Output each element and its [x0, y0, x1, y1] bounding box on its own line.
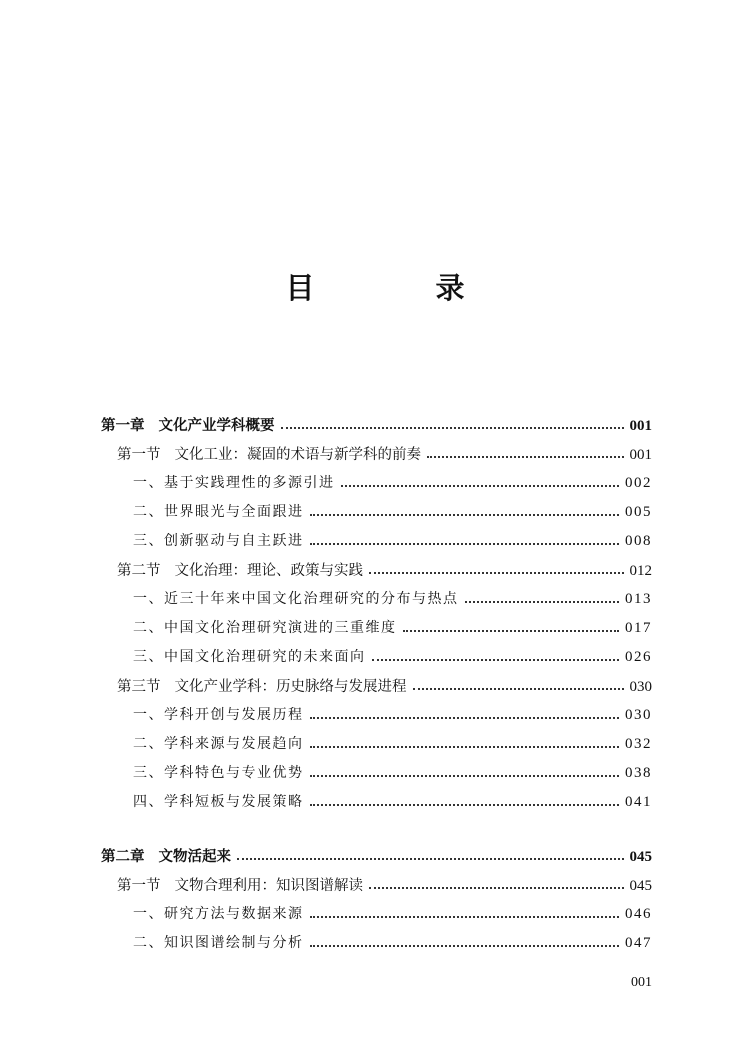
toc-item-row[interactable]: [133, 472, 652, 494]
item-title: 二、中国文化治理研究演进的三重维度: [133, 620, 397, 636]
chapter-title: 文化产业学科概要: [158, 418, 275, 434]
page-number: 045: [629, 849, 652, 865]
toc-section-row[interactable]: [117, 559, 652, 581]
toc-section-row[interactable]: [117, 443, 652, 465]
toc-entry-label: [101, 845, 231, 866]
page-number: 001: [629, 418, 652, 434]
dot-leader: [369, 887, 624, 889]
toc-section-row[interactable]: [117, 675, 652, 697]
item-title: 二、学科来源与发展趋向: [133, 736, 304, 752]
dot-leader: [413, 688, 624, 690]
dot-leader: [310, 945, 620, 947]
section-title: 文物合理利用：知识图谱解读: [174, 878, 363, 894]
toc-chapter-row[interactable]: [101, 414, 652, 436]
toc-item-row[interactable]: [133, 932, 652, 954]
dot-leader: [237, 858, 624, 860]
toc-item-row[interactable]: [133, 588, 652, 610]
toc-entry-label: [117, 559, 363, 580]
dot-leader: [427, 456, 624, 458]
item-title: 一、基于实践理性的多源引进: [133, 475, 335, 491]
dot-leader: [310, 514, 620, 516]
item-title: 三、中国文化治理研究的未来面向: [133, 649, 366, 665]
chapter-title: 文物活起来: [158, 849, 231, 865]
toc-entry-label: [117, 443, 421, 464]
page-number: 046: [625, 906, 652, 922]
chapter-number: 第二章: [101, 849, 145, 865]
section-title: 文化产业学科：历史脉络与发展进程: [174, 679, 407, 695]
page-number: 026: [625, 649, 652, 665]
page-number: 041: [625, 794, 652, 810]
dot-leader: [310, 746, 620, 748]
page-number: 030: [625, 707, 652, 723]
toc-section-row[interactable]: [117, 874, 652, 896]
item-title: 三、学科特色与专业优势: [133, 765, 304, 781]
toc-entry-label: [117, 675, 407, 696]
item-title: 一、研究方法与数据来源: [133, 906, 304, 922]
page-title: 目 录: [285, 271, 511, 305]
page-number: 045: [629, 878, 652, 894]
dot-leader: [310, 543, 620, 545]
section-title: 文化工业：凝固的术语与新学科的前奏: [174, 447, 421, 463]
item-title: 二、世界眼光与全面跟进: [133, 504, 304, 520]
section-number: 第一节: [117, 878, 161, 894]
chapter-number: 第一章: [101, 418, 145, 434]
page-number: 012: [629, 563, 652, 579]
page-number: 008: [625, 533, 652, 549]
section-number: 第二节: [117, 563, 161, 579]
dot-leader: [281, 427, 624, 429]
dot-leader: [341, 485, 620, 487]
item-title: 一、近三十年来中国文化治理研究的分布与热点: [133, 591, 459, 607]
toc-entry-label: [117, 874, 363, 895]
toc-item-row[interactable]: [133, 733, 652, 755]
page-number: 001: [629, 447, 652, 463]
dot-leader: [310, 916, 620, 918]
page-number: 030: [629, 679, 652, 695]
item-title: 四、学科短板与发展策略: [133, 794, 304, 810]
item-title: 二、知识图谱绘制与分析: [133, 935, 304, 951]
page-number: 013: [625, 591, 652, 607]
page-number: 017: [625, 620, 652, 636]
toc-item-row[interactable]: [133, 704, 652, 726]
dot-leader: [403, 630, 620, 632]
toc-item-row[interactable]: [133, 617, 652, 639]
toc-item-row[interactable]: [133, 903, 652, 925]
page-folio: 001: [631, 975, 652, 990]
dot-leader: [465, 601, 620, 603]
toc-item-row[interactable]: [133, 501, 652, 523]
toc-item-row[interactable]: [133, 646, 652, 668]
page-number: 047: [625, 935, 652, 951]
item-title: 三、创新驱动与自主跃进: [133, 533, 304, 549]
toc-item-row[interactable]: [133, 762, 652, 784]
page-number: 032: [625, 736, 652, 752]
section-number: 第一节: [117, 447, 161, 463]
dot-leader: [310, 804, 620, 806]
section-number: 第三节: [117, 679, 161, 695]
dot-leader: [369, 572, 624, 574]
page-number: 005: [625, 504, 652, 520]
dot-leader: [372, 659, 620, 661]
toc-chapter-row[interactable]: [101, 845, 652, 867]
page-number: 038: [625, 765, 652, 781]
item-title: 一、学科开创与发展历程: [133, 707, 304, 723]
dot-leader: [310, 775, 620, 777]
toc-entry-label: [101, 414, 275, 435]
toc-item-row[interactable]: [133, 530, 652, 552]
section-title: 文化治理：理论、政策与实践: [174, 563, 363, 579]
dot-leader: [310, 717, 620, 719]
toc-item-row[interactable]: [133, 791, 652, 813]
page-number: 002: [625, 475, 652, 491]
